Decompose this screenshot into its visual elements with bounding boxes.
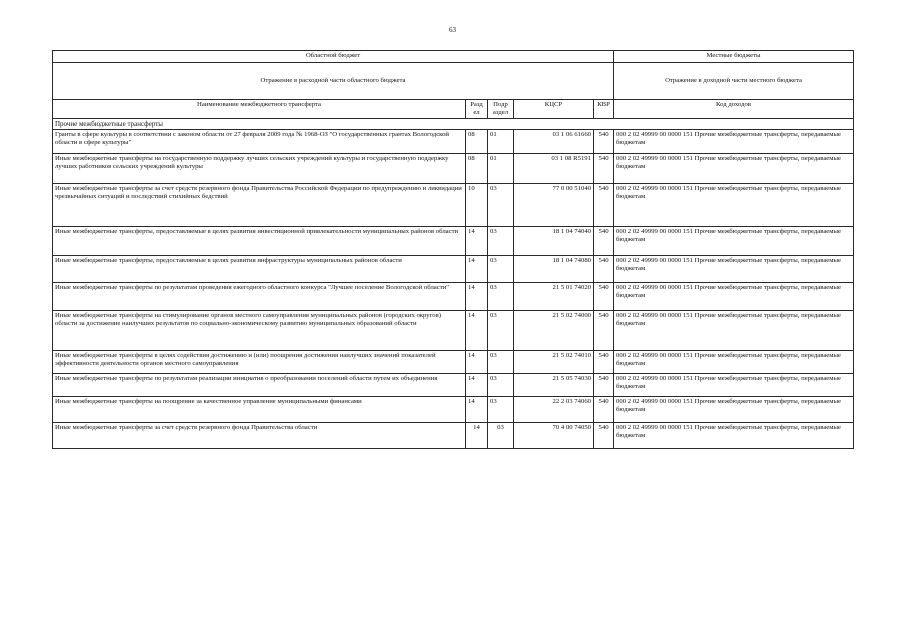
income-code-cell: 000 2 02 49999 00 0000 151 Прочие межбюджетные трансферты, передаваемые бюджетам [614, 374, 854, 397]
transfer-name: Иные межбюджетные трансферты за счет средств резервного фонда Правительства Российской Федерации по предупреждению и ликвидации чрезвычайных ситуаций и последствий стихийных бедствий [53, 184, 466, 227]
razdel-cell: 14 [466, 351, 488, 374]
table-row [53, 130, 854, 154]
income-code-cell: 000 2 02 49999 00 0000 151 Прочие межбюджетные трансферты, передаваемые бюджетам [614, 311, 854, 351]
kcsr-cell: 21 5 01 74020 [514, 283, 594, 311]
razdel-cell: 14 [466, 423, 488, 449]
kcsr-cell: 70 4 00 74050 [514, 423, 594, 449]
podrazdel-cell: 03 [488, 311, 514, 351]
reflection-expense-header: Отражение в расходной части областного бюджета [53, 63, 614, 100]
page-number: 63 [449, 26, 456, 34]
income-code-cell: 000 2 02 49999 00 0000 151 Прочие межбюджетные трансферты, передаваемые бюджетам [614, 256, 854, 283]
kvr-cell: 540 [594, 311, 614, 351]
kvr-cell: 540 [594, 184, 614, 227]
kcsr-cell: 77 0 00 51040 [514, 184, 594, 227]
transfer-name: Иные межбюджетные трансферты за счет средств резервного фонда Правительства области [53, 423, 466, 449]
income-code-cell: 000 2 02 49999 00 0000 151 Прочие межбюджетные трансферты, передаваемые бюджетам [614, 397, 854, 423]
razdel-cell: 08 [466, 130, 488, 154]
column-header-income-code: Код доходов [614, 100, 854, 119]
podrazdel-cell: 03 [488, 184, 514, 227]
table-row [53, 154, 854, 184]
kcsr-cell: 03 1 08 R5191 [514, 154, 594, 184]
kvr-cell: 540 [594, 374, 614, 397]
kvr-cell: 540 [594, 130, 614, 154]
transfer-name: Иные межбюджетные трансферты, предоставляемые в целях развития инвестиционной привлекательности муниципальных районов области [53, 227, 466, 256]
kvr-cell: 540 [594, 423, 614, 449]
column-header-name: Наименование межбюджетного трансферта [53, 100, 466, 119]
podrazdel-cell: 03 [488, 397, 514, 423]
income-code-cell: 000 2 02 49999 00 0000 151 Прочие межбюджетные трансферты, передаваемые бюджетам [614, 154, 854, 184]
transfer-name: Иные межбюджетные трансферты в целях содействия достижению и (или) поощрения достижения наилучших значений показателей эффективности деятельности органов местного самоуправления [53, 351, 466, 374]
kvr-cell: 540 [594, 283, 614, 311]
kcsr-cell: 03 1 06 61660 [514, 130, 594, 154]
transfer-name: Иные межбюджетные трансферты, предоставляемые в целях развития инфраструктуры муниципальных районов области [53, 256, 466, 283]
table-row [53, 311, 854, 351]
razdel-cell: 14 [466, 256, 488, 283]
podrazdel-cell: 03 [488, 227, 514, 256]
table-row [53, 423, 854, 449]
reflection-income-header: Отражение в доходной части местного бюджета [614, 63, 854, 100]
income-code-cell: 000 2 02 49999 00 0000 151 Прочие межбюджетные трансферты, передаваемые бюджетам [614, 227, 854, 256]
kcsr-cell: 21 5 02 74000 [514, 311, 594, 351]
kcsr-cell: 18 1 04 74080 [514, 256, 594, 283]
income-code-cell: 000 2 02 49999 00 0000 151 Прочие межбюджетные трансферты, передаваемые бюджетам [614, 351, 854, 374]
income-code-cell: 000 2 02 49999 00 0000 151 Прочие межбюджетные трансферты, передаваемые бюджетам [614, 184, 854, 227]
income-code-cell: 000 2 02 49999 00 0000 151 Прочие межбюджетные трансферты, передаваемые бюджетам [614, 130, 854, 154]
table-row [53, 374, 854, 397]
table-row [53, 184, 854, 227]
razdel-cell: 14 [466, 283, 488, 311]
kcsr-cell: 18 1 04 74040 [514, 227, 594, 256]
podrazdel-cell: 01 [488, 154, 514, 184]
razdel-cell: 08 [466, 154, 488, 184]
transfer-name: Гранты в сфере культуры в соответствии с законом области от 27 февраля 2009 года № 1968-ОЗ "О государственных грантах Вологодской области в сфере культуры" [53, 130, 466, 154]
section-title: Прочие межбюджетные трансферты [53, 119, 854, 130]
transfer-name: Иные межбюджетные трансферты по результатам реализации инициатив о преобразовании поселений области путем их объединения [53, 374, 466, 397]
income-code-cell: 000 2 02 49999 00 0000 151 Прочие межбюджетные трансферты, передаваемые бюджетам [614, 423, 854, 449]
column-header-kvr: КВР [594, 100, 614, 119]
kcsr-cell: 21 5 05 74030 [514, 374, 594, 397]
razdel-cell: 14 [466, 227, 488, 256]
regional-budget-header: Областной бюджет [53, 51, 614, 63]
razdel-cell: 10 [466, 184, 488, 227]
intergovernmental-transfers-table [52, 50, 854, 449]
podrazdel-cell: 03 [488, 256, 514, 283]
podrazdel-cell: 03 [488, 351, 514, 374]
transfer-name: Иные межбюджетные трансферты по результатам проведения ежегодного областного конкурса "Лучшее поселение Вологодской области" [53, 283, 466, 311]
transfer-name: Иные межбюджетные трансферты на поощрение за качественное управление муниципальными финансами [53, 397, 466, 423]
column-header-razdel: Разд ел [466, 100, 488, 119]
header-row-budgets [53, 51, 854, 63]
podrazdel-cell: 01 [488, 130, 514, 154]
column-header-podrazdel: Подр аздел [488, 100, 514, 119]
razdel-cell: 14 [466, 374, 488, 397]
header-row-columns [53, 100, 854, 119]
kvr-cell: 540 [594, 227, 614, 256]
kvr-cell: 540 [594, 397, 614, 423]
transfer-name: Иные межбюджетные трансферты на стимулирование органов местного самоуправления муниципальных районов (городских округов) области за достижение наилучших результатов по социально-экономическому развитию муниципальных образований области [53, 311, 466, 351]
podrazdel-cell: 03 [488, 283, 514, 311]
table-row [53, 256, 854, 283]
table-row [53, 397, 854, 423]
kvr-cell: 540 [594, 256, 614, 283]
transfer-name: Иные межбюджетные трансферты на государственную поддержку лучших сельских учреждений культуры и государственную поддержку лучших работников сельских учреждений культуры [53, 154, 466, 184]
column-header-kcsr: КЦСР [514, 100, 594, 119]
kvr-cell: 540 [594, 154, 614, 184]
section-row [53, 119, 854, 130]
kcsr-cell: 21 5 02 74010 [514, 351, 594, 374]
kcsr-cell: 22 2 03 74060 [514, 397, 594, 423]
local-budgets-header: Местные бюджеты [614, 51, 854, 63]
table-row [53, 351, 854, 374]
table-row [53, 227, 854, 256]
razdel-cell: 14 [466, 397, 488, 423]
header-row-reflection [53, 63, 854, 100]
podrazdel-cell: 03 [488, 374, 514, 397]
income-code-cell: 000 2 02 49999 00 0000 151 Прочие межбюджетные трансферты, передаваемые бюджетам [614, 283, 854, 311]
kvr-cell: 540 [594, 351, 614, 374]
podrazdel-cell: 03 [488, 423, 514, 449]
razdel-cell: 14 [466, 311, 488, 351]
table-row [53, 283, 854, 311]
